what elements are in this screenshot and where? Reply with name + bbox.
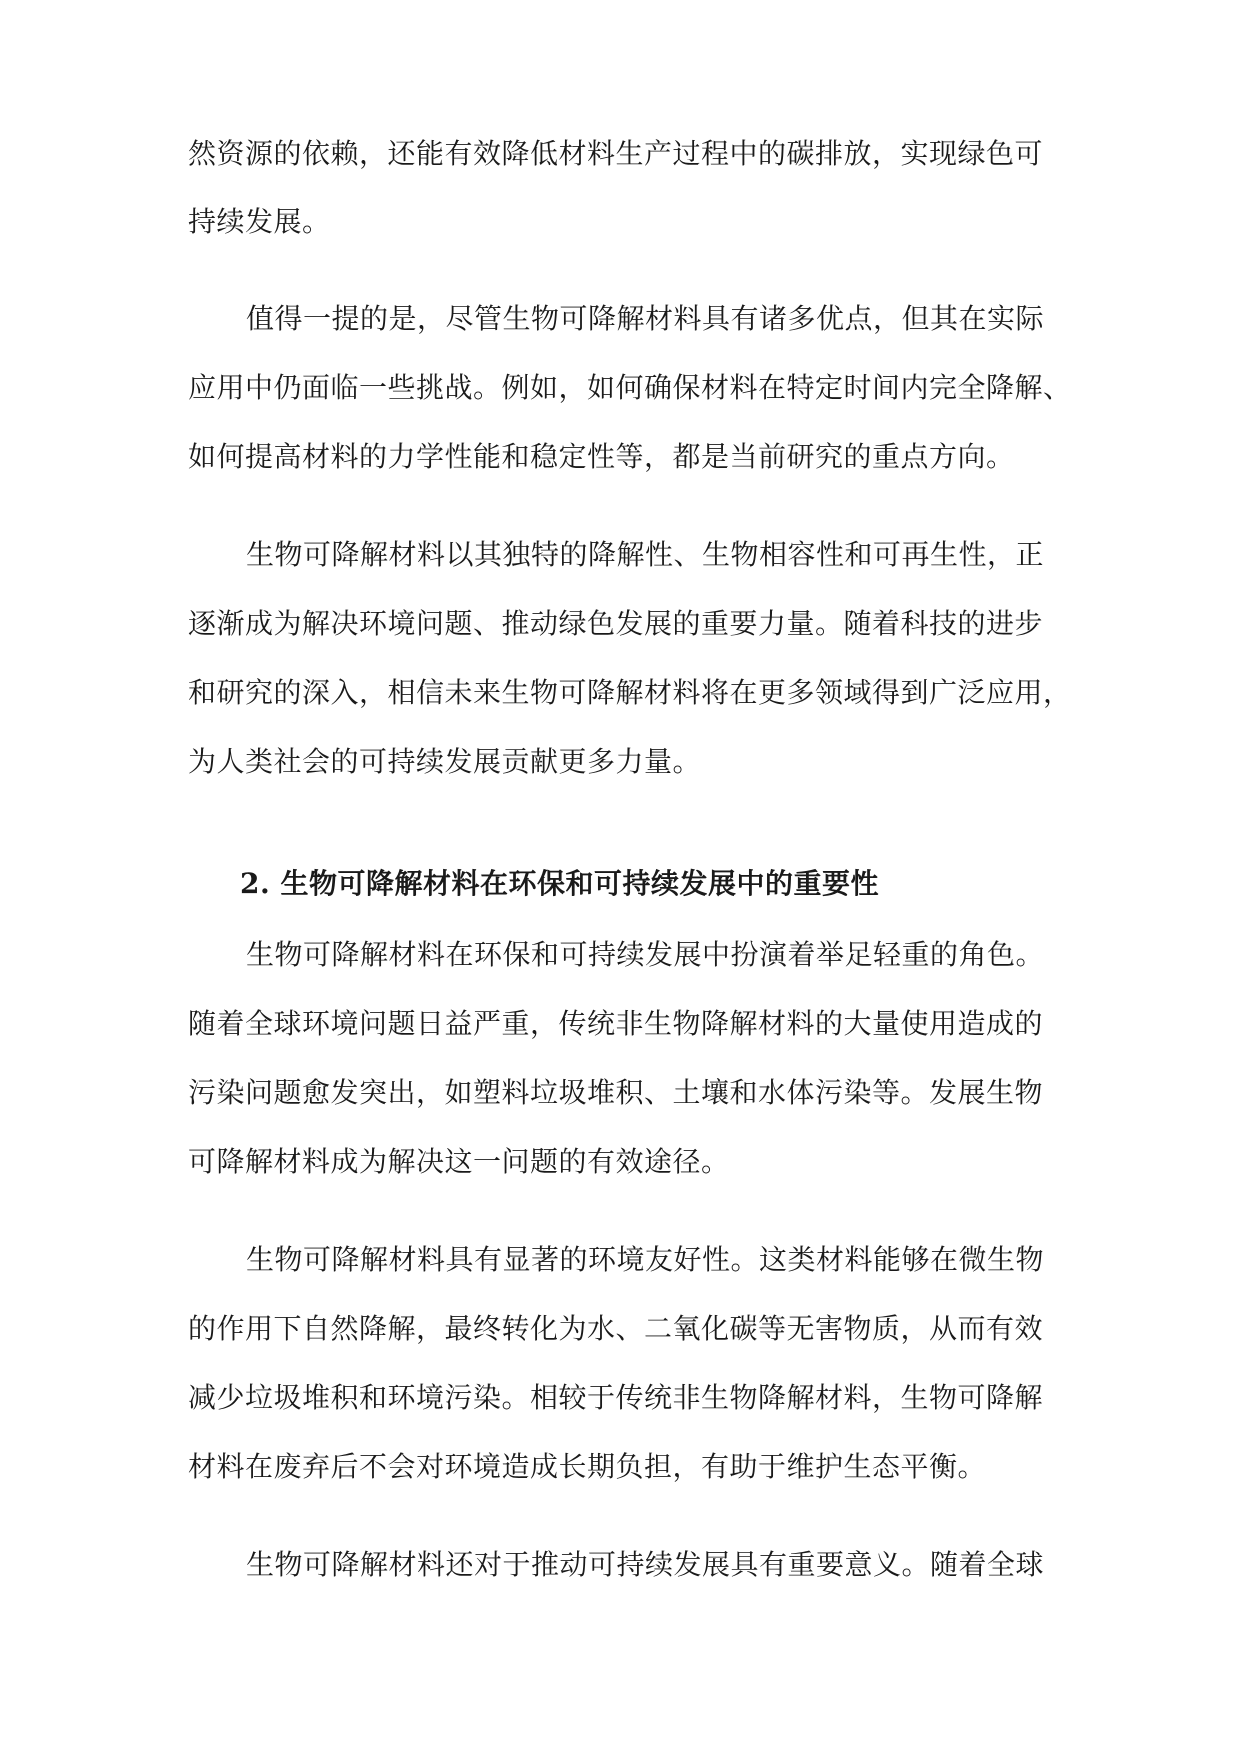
text-line: 然资源的依赖，还能有效降低材料生产过程中的碳排放，实现绿色可 [188,137,1044,170]
text-line: 生物可降解材料具有显著的环境友好性。这类材料能够在微生物 [246,1243,1045,1276]
text-line: 减少垃圾堆积和环境污染。相较于传统非生物降解材料，生物可降解 [188,1381,1044,1414]
text-line: 污染问题愈发突出，如塑料垃圾堆积、土壤和水体污染等。发展生物 [188,1076,1044,1109]
text-line: 可降解材料成为解决这一问题的有效途径。 [188,1145,730,1178]
section-heading: 2. 生物可降解材料在环保和可持续发展中的重要性 [240,867,879,900]
text-line: 材料在废弃后不会对环境造成长期负担，有助于维护生态平衡。 [188,1450,987,1483]
text-line: 如何提高材料的力学性能和稳定性等，都是当前研究的重点方向。 [188,440,1015,473]
text-line: 生物可降解材料在环保和可持续发展中扮演着举足轻重的角色。 [246,938,1045,971]
text-line: 持续发展。 [188,205,331,238]
text-line: 随着全球环境问题日益严重，传统非生物降解材料的大量使用造成的 [188,1007,1044,1040]
text-line: 逐渐成为解决环境问题、推动绿色发展的重要力量。随着科技的进步 [188,607,1044,640]
text-line: 应用中仍面临一些挑战。例如，如何确保材料在特定时间内完全降解、 [188,371,1072,404]
text-line: 生物可降解材料还对于推动可持续发展具有重要意义。随着全球 [246,1548,1045,1581]
text-line: 值得一提的是，尽管生物可降解材料具有诸多优点，但其在实际 [246,302,1045,335]
text-line: 和研究的深入，相信未来生物可降解材料将在更多领域得到广泛应用， [188,676,1072,709]
text-line: 为人类社会的可持续发展贡献更多力量。 [188,745,702,778]
text-line: 的作用下自然降解，最终转化为水、二氧化碳等无害物质，从而有效 [188,1312,1044,1345]
text-line: 生物可降解材料以其独特的降解性、生物相容性和可再生性，正 [246,538,1045,571]
